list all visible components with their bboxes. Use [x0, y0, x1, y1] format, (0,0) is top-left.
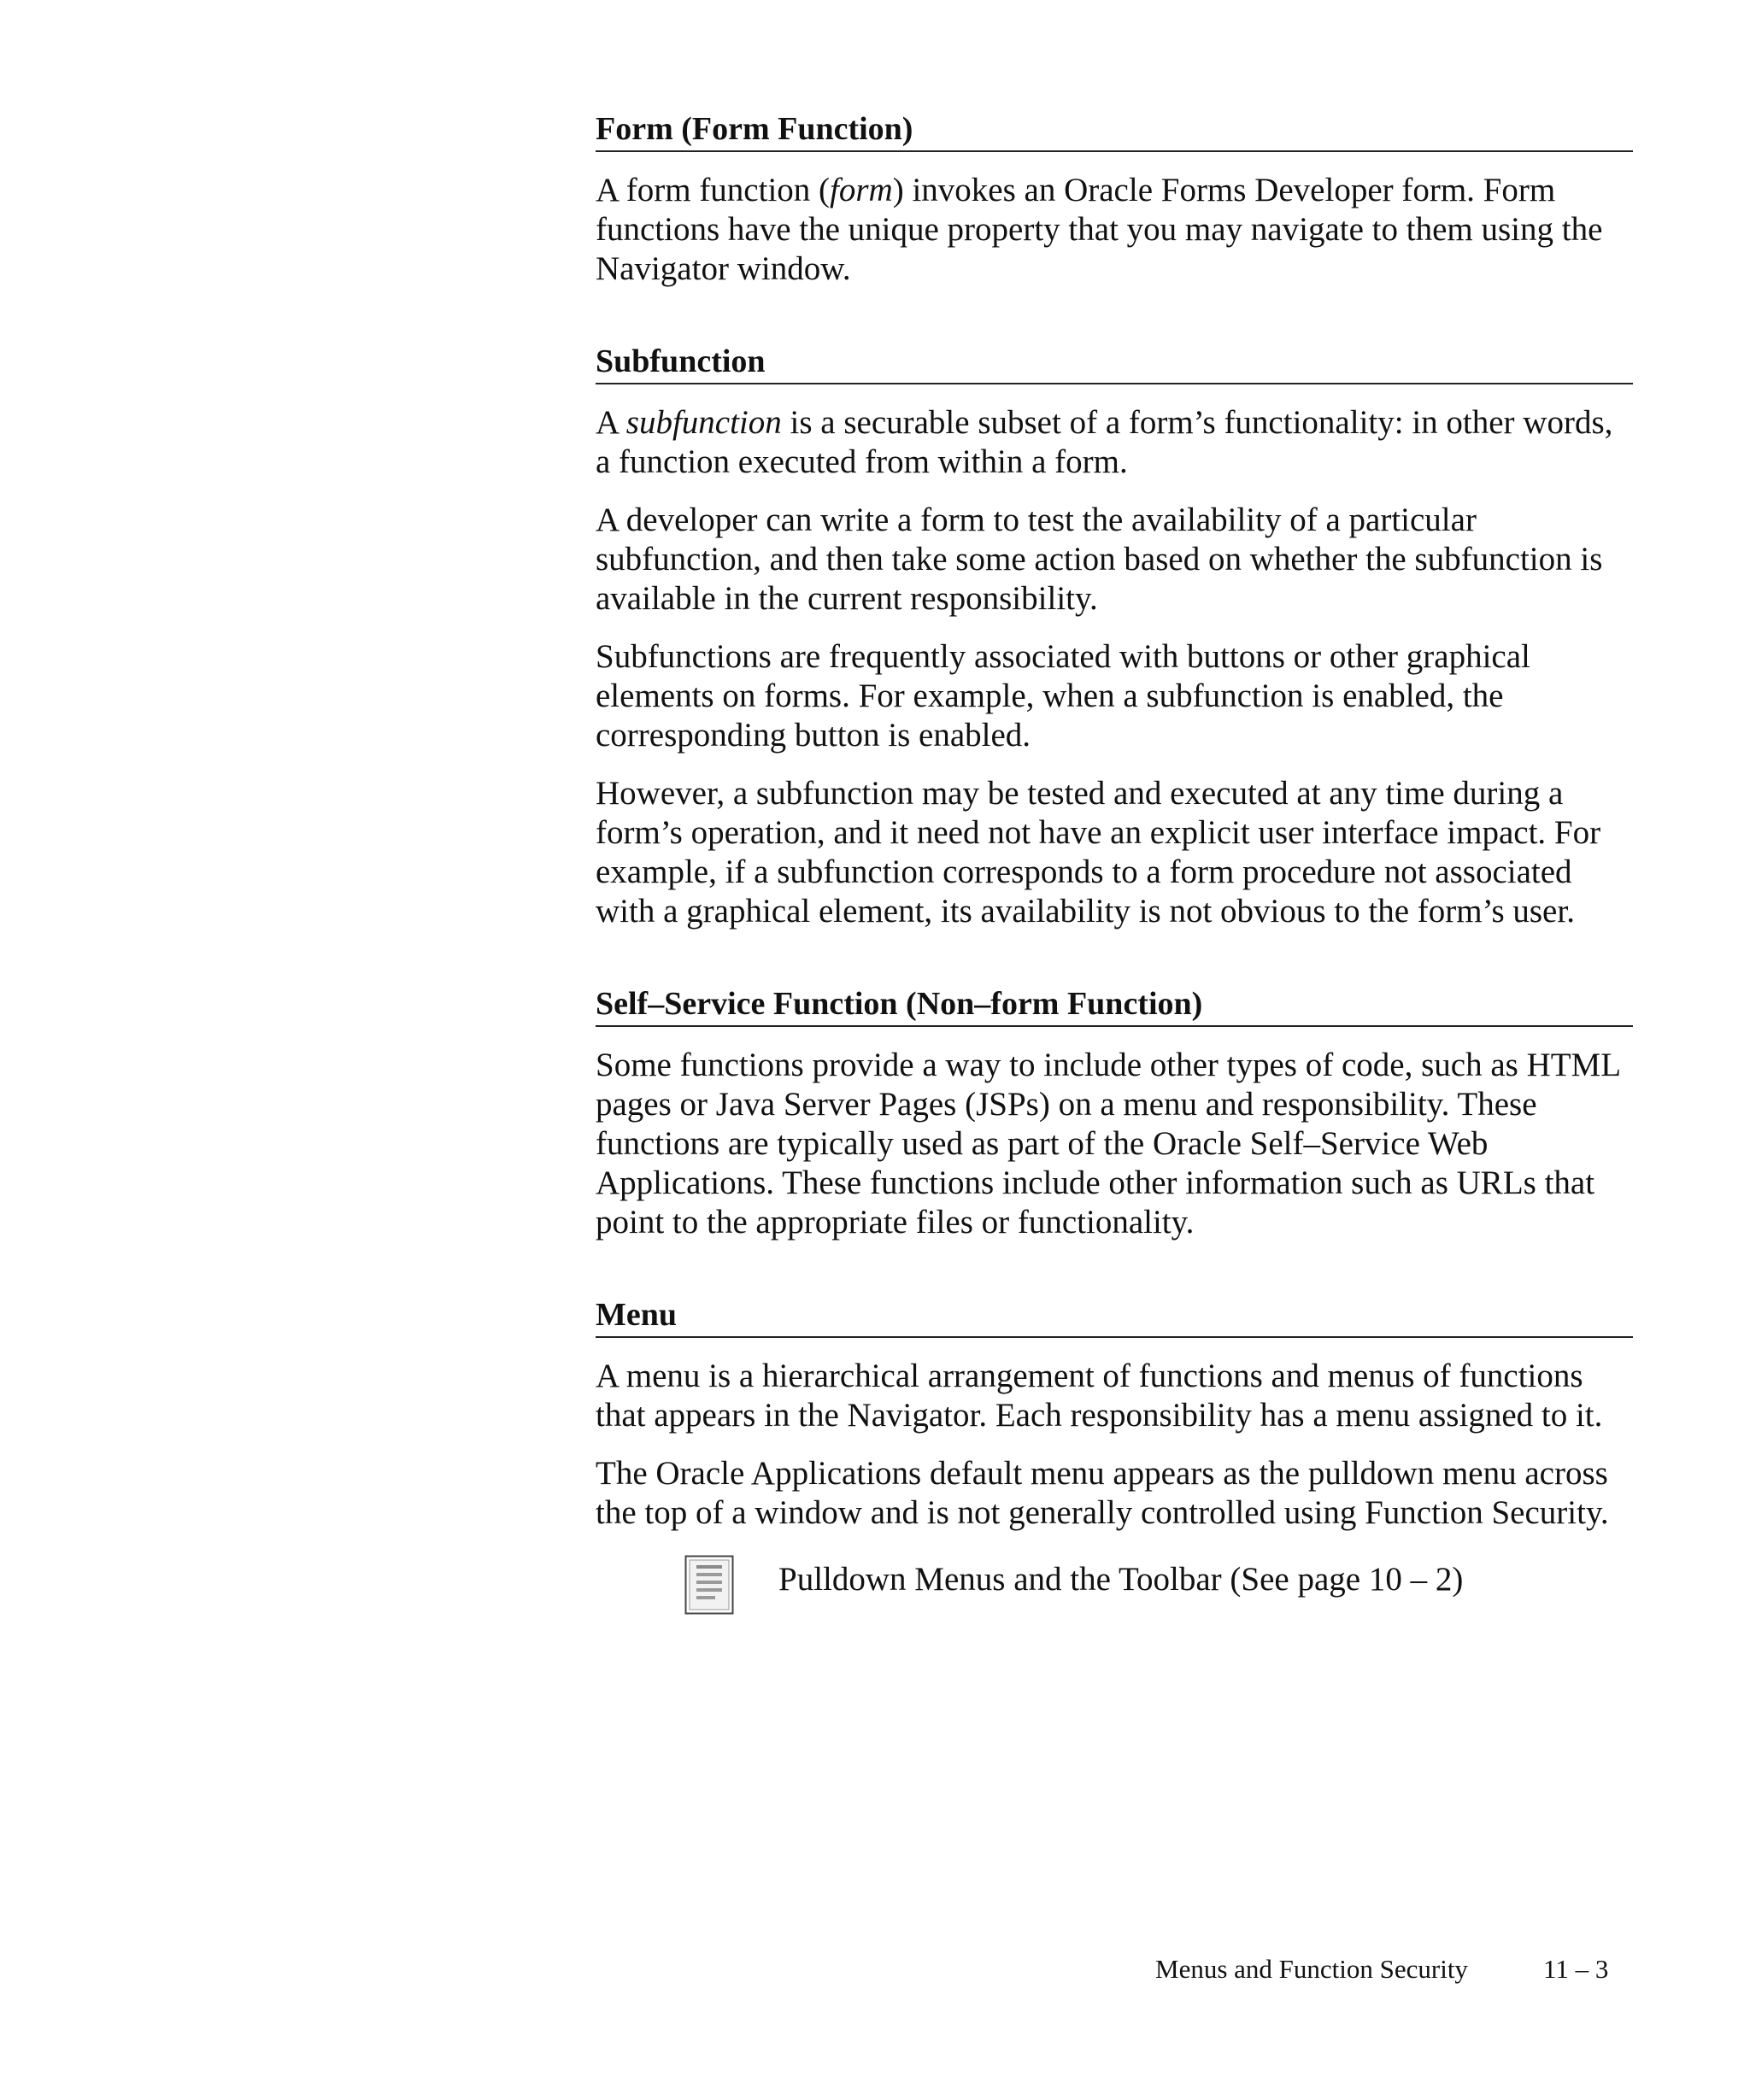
- paragraph: Subfunctions are frequently associated with buttons or other graphical elements on forms. For example, when a subfunction is enabled, the corresponding button is enabled.: [596, 638, 1530, 754]
- paragraph: A subfunction is a securable subset of a form’s functionality: in other words, a function executed from within a form.: [596, 404, 1613, 480]
- section-self-service-function: [596, 984, 1633, 1242]
- section-menu: [596, 1295, 1633, 1616]
- paragraph: A menu is a hierarchical arrangement of functions and menus of functions that appears in the Navigator. Each responsibility has a menu assigned to it.: [596, 1358, 1603, 1434]
- cross-reference[interactable]: [596, 1555, 1633, 1616]
- section-subfunction: [596, 342, 1633, 931]
- section-heading: Self–Service Function (Non–form Function): [596, 984, 1633, 1027]
- section-heading: Menu: [596, 1295, 1633, 1338]
- footer-chapter-title: Menus and Function Security: [1155, 1954, 1468, 1984]
- paragraph: However, a subfunction may be tested and executed at any time during a form’s operation, and it need not have an explicit user interface impact. For example, if a subfunction corresponds to a form procedure not associated with a graphical element, its availability is not obvious to the form’s user.: [596, 775, 1601, 930]
- paragraph: A developer can write a form to test the availability of a particular subfunction, and then take some action based on whether the subfunction is available in the current responsibility.: [596, 502, 1603, 617]
- section-heading: Form (Form Function): [596, 109, 1633, 152]
- section-form-function: [596, 109, 1633, 289]
- paragraph: The Oracle Applications default menu appears as the pulldown menu across the top of a window and is not generally controlled using Function Security.: [596, 1455, 1609, 1531]
- emphasis-term: form: [830, 172, 893, 208]
- cross-reference-link[interactable]: Pulldown Menus and the Toolbar (See page 10 – 2): [778, 1561, 1464, 1598]
- footer-page-number: 11 – 3: [1543, 1954, 1609, 1984]
- emphasis-term: subfunction: [625, 404, 782, 441]
- section-heading: Subfunction: [596, 342, 1633, 384]
- paragraph: A form function (form) invokes an Oracle Forms Developer form. Form functions have the unique property that you may navigate to them using the Navigator window.: [596, 172, 1603, 287]
- document-icon: [684, 1555, 734, 1615]
- paragraph: Some functions provide a way to include other types of code, such as HTML pages or Java Server Pages (JSPs) on a menu and responsibility. These functions are typically used as part of the Oracle Self–Service Web Applications. These functions include other information such as URLs that point to the appropriate files or functionality.: [596, 1047, 1620, 1241]
- document-body: [596, 109, 1633, 1616]
